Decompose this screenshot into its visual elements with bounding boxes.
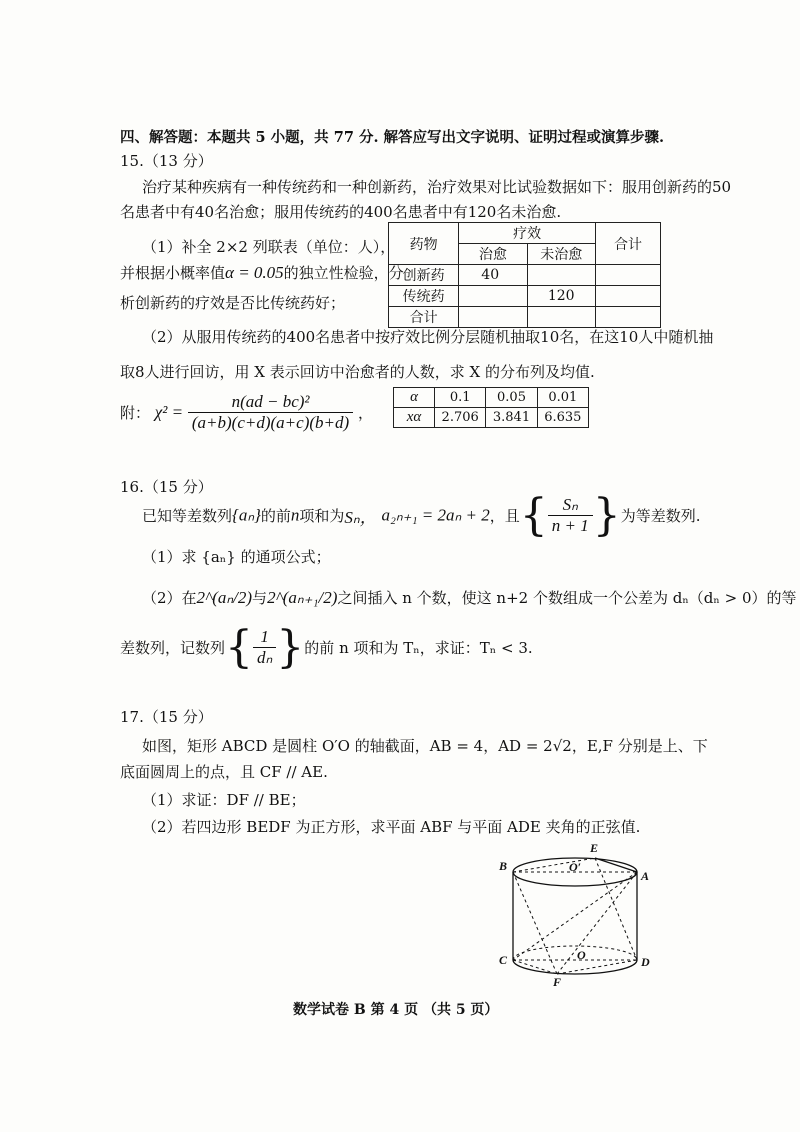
label-O-prime: O′	[569, 860, 582, 874]
th-effect: 疗效	[459, 223, 596, 244]
sn-fraction: $\frac{\text{Sₙ}}{n + 1}$	[548, 495, 593, 536]
th-drug: 药物	[389, 223, 459, 265]
edge-E-A	[595, 858, 637, 872]
label-A: A	[641, 869, 650, 883]
q15-part2-line2: 取8人进行回访，用 X 表示回访中治愈者的人数，求 X 的分布列及均值.	[120, 363, 595, 381]
cell-total-total	[595, 307, 660, 328]
q16-number: 16.（15 分）	[120, 478, 213, 496]
bottom-front-arc	[513, 960, 637, 974]
q17-part2: （2）若四边形 BEDF 为正方形，求平面 ABF 与平面 ADE 夹角的正弦值.	[142, 818, 641, 836]
x-alpha-value: 2.706	[435, 408, 486, 428]
alpha-value: 0.1	[435, 388, 486, 408]
alpha-value: 0.05	[486, 388, 537, 408]
cell-total-cured	[459, 307, 527, 328]
critical-value-table	[393, 387, 589, 428]
cylinder-figure	[495, 838, 660, 990]
q15-part1-line1: （1）补全 2×2 列联表（单位：人），	[142, 238, 396, 256]
q16-part2-line1: （2）在2^(aₙ/2)与2^(aₙ₊₁/2)之间插入 n 个数，使这 n+2 个数组成一个公差为 dₙ（dₙ > 0）的等	[142, 588, 797, 607]
label-D: D	[641, 955, 650, 969]
th-total: 合计	[595, 223, 660, 265]
chi-numerator: n(ad − bc)²	[231, 392, 310, 411]
q17-number: 17.（15 分）	[120, 708, 213, 726]
cell-new-total	[595, 265, 660, 286]
x-alpha-header: xα	[394, 408, 435, 428]
q17-line1: 如图，矩形 ABCD 是圆柱 O′O 的轴截面，AB = 4，AD = 2√2，E,F 分别是上、下	[142, 737, 708, 755]
q17-line2: 底面圆周上的点，且 CF // AE.	[120, 763, 328, 781]
segment-F-A	[557, 872, 637, 974]
th-cured: 治愈	[459, 244, 527, 265]
segment-E-D	[595, 858, 637, 960]
label-C: C	[499, 953, 508, 967]
q15-part2-line1: （2）从服用传统药的400名患者中按疗效比例分层随机抽取10名，在这10人中随机抽	[142, 328, 714, 346]
row-old-drug-label: 传统药	[389, 286, 459, 307]
appendix-formula	[120, 392, 373, 433]
q16-part1: （1）求 {aₙ} 的通项公式；	[142, 548, 331, 566]
segment-B-E	[513, 858, 595, 872]
section-heading: 四、解答题：本题共 5 小题，共 77 分. 解答应写出文字说明、证明过程或演算步骤.	[120, 129, 665, 146]
cell-new-uncured	[527, 265, 595, 286]
row-new-drug-label: 创新药	[389, 265, 459, 286]
appendix-label: 附：	[120, 404, 151, 422]
q15-part1-line2: 并根据小概率值α = 0.05的独立性检验，分	[120, 263, 404, 282]
formula-comma: ，	[357, 404, 373, 422]
page-footer: 数学试卷 B 第 4 页 （共 5 页）	[293, 1002, 499, 1018]
chi-square-fraction	[188, 392, 353, 433]
x-alpha-value: 3.841	[486, 408, 537, 428]
q16-line1: 已知等差数列{aₙ}的前n项和为Sₙ， a₂ₙ₊₁ = 2aₙ + 2，且{ $\frac{\text{Sₙ}}{n + 1}$ }为等差数列.	[142, 490, 701, 541]
chi-denominator: (a+b)(c+d)(a+c)(b+d)	[188, 412, 353, 433]
q15-intro-line2: 名患者中有40名治愈；服用传统药的400名患者中有120名未治愈.	[120, 203, 562, 221]
q15-intro-line1: 治疗某种疾病有一种传统药和一种创新药，治疗效果对比试验数据如下：服用创新药的50	[142, 178, 732, 196]
q15-number: 15.（13 分）	[120, 152, 213, 170]
chi-square-symbol: χ² =	[154, 402, 184, 422]
q17-part1: （1）求证：DF // BE；	[142, 791, 306, 809]
q16-part2-line2: 差数列，记数列{ $\frac{1}{\text{dₙ}}$ }的前 n 项和为 Tₙ，求证：Tₙ < 3.	[120, 622, 533, 673]
bottom-back-arc	[513, 946, 637, 960]
alpha-value: 0.01	[537, 388, 588, 408]
row-total-label: 合计	[389, 307, 459, 328]
cell-total-uncured	[527, 307, 595, 328]
alpha-header: α	[394, 388, 435, 408]
cell-old-uncured: 120	[527, 286, 595, 307]
x-alpha-value: 6.635	[537, 408, 588, 428]
cell-new-cured: 40	[459, 265, 527, 286]
label-B: B	[499, 859, 508, 873]
q15-part1-line3: 析创新药的疗效是否比传统药好；	[120, 294, 346, 312]
cell-old-cured	[459, 286, 527, 307]
segment-F-D	[557, 960, 637, 974]
dn-fraction: $\frac{1}{\text{dₙ}}$	[253, 627, 276, 668]
label-E: E	[590, 841, 599, 855]
cell-old-total	[595, 286, 660, 307]
label-O: O	[577, 948, 586, 962]
segment-B-F	[513, 872, 557, 974]
contingency-table	[388, 222, 661, 328]
th-uncured: 未治愈	[527, 244, 595, 265]
label-F: F	[553, 975, 562, 989]
